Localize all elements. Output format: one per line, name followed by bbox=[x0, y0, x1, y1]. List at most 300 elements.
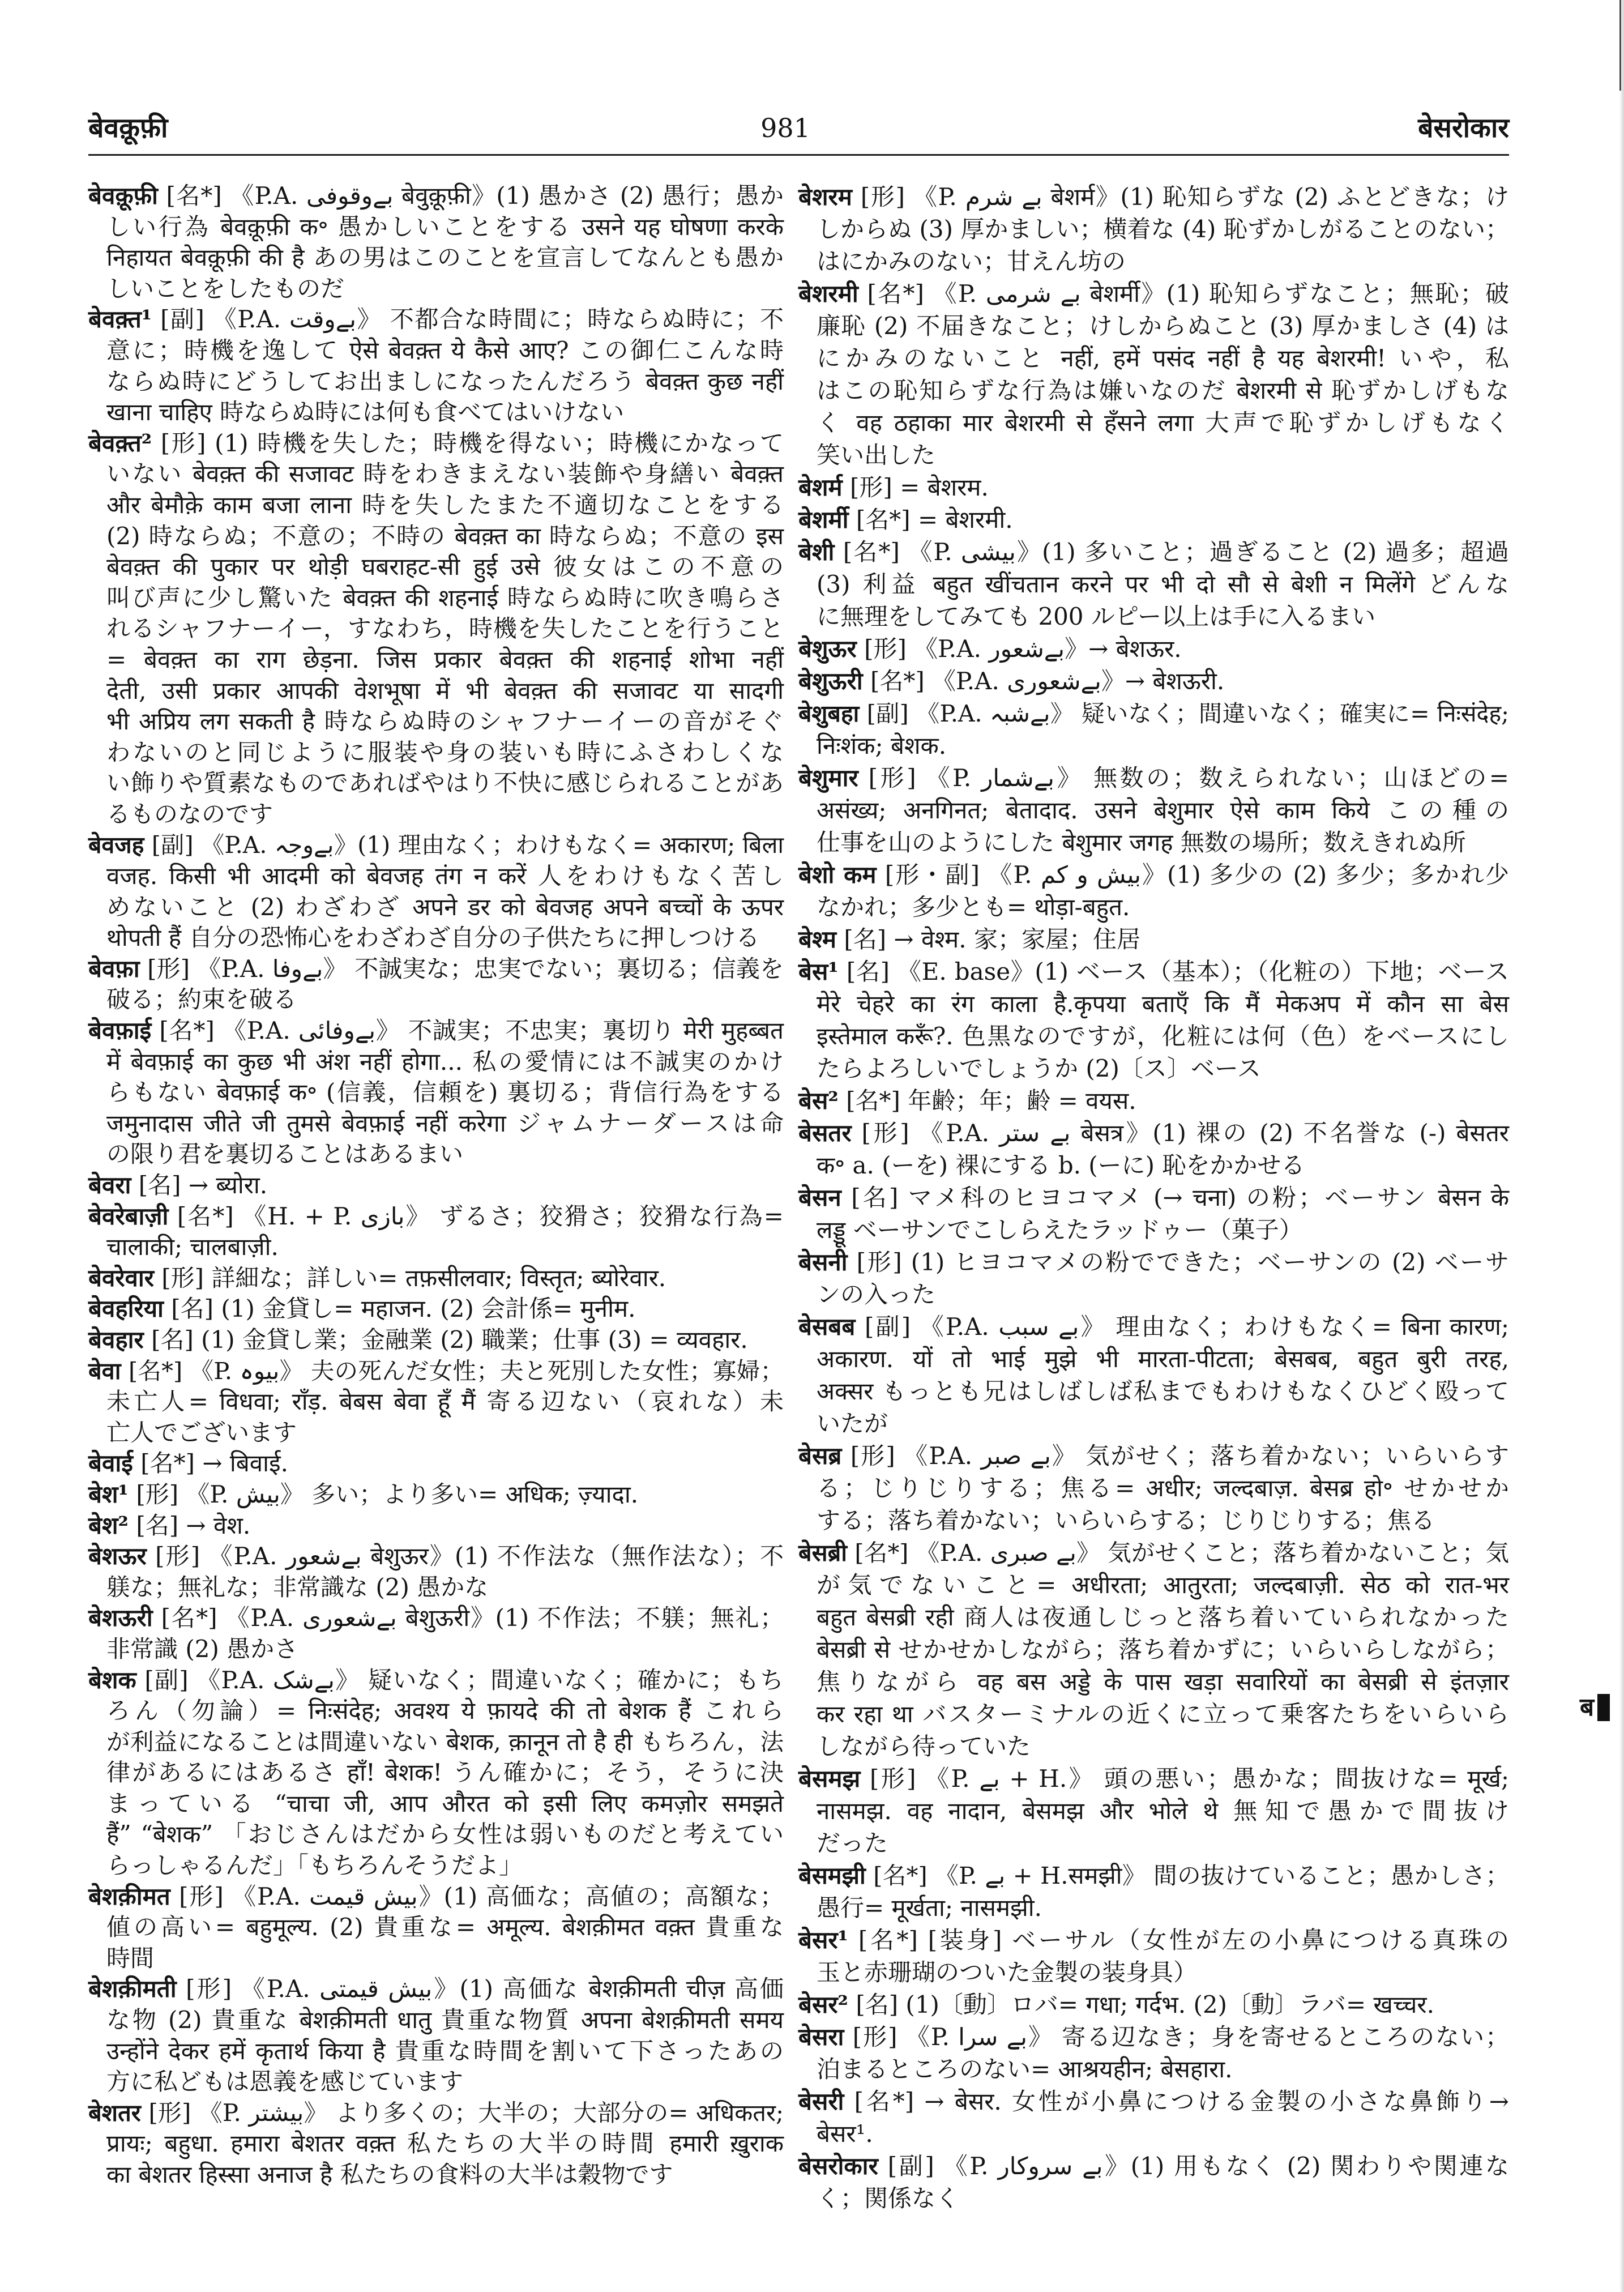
entry-line bbox=[88, 676, 784, 707]
dictionary-entry bbox=[88, 830, 784, 953]
entry-text: にかみのないこと नहीं, हमें पसंद नहीं है यह बेशरमी! いや，私 bbox=[817, 344, 1509, 372]
dictionary-entry bbox=[88, 1263, 784, 1294]
entry-line bbox=[798, 536, 1509, 568]
entry-line bbox=[798, 1536, 1509, 1569]
dictionary-entry bbox=[798, 1181, 1509, 1246]
entry-text: [名] (1) 金貸し業；金融業 (2) 職業；仕事 (3) = व्यवहार. bbox=[151, 1325, 748, 1354]
entry-line bbox=[798, 1633, 1509, 1666]
entry-line bbox=[88, 1912, 784, 1943]
entry-text: [形] 《P.A. بےشعور बेशुऊर》(1) 不作法な（無作法な）；不 bbox=[155, 1542, 784, 1570]
entry-line bbox=[798, 342, 1509, 374]
entry-line bbox=[798, 955, 1509, 988]
entry-text: [名] → वेश. bbox=[136, 1511, 251, 1539]
entry-line bbox=[798, 1762, 1509, 1795]
entry-line bbox=[88, 552, 784, 583]
entry-line bbox=[798, 1698, 1509, 1730]
entry-text: = बेवक़्त का राग छेड़ना. जिस प्रकार बेवक़्त की शहनाई शोभा नहीं bbox=[106, 645, 784, 673]
entry-text: [副] 《P.A. بےوجہ》(1) 理由なく；わけもなく= अकारण; बिला bbox=[151, 831, 784, 859]
entry-text: [形] 《P. بےشمار》 無数の；数えられない；山ほどの= bbox=[868, 764, 1509, 792]
entry-line bbox=[798, 1343, 1509, 1375]
headword: बेशऊर bbox=[88, 1542, 147, 1570]
scan-page-edge bbox=[1619, 0, 1624, 2292]
entry-text: しいことをしたものだ bbox=[106, 274, 345, 302]
entry-line bbox=[88, 2036, 784, 2067]
entry-text: 意に；時機を逸して ऐसे बेवक़्त ये कैसे आए? この御仁こんな時 bbox=[106, 336, 784, 364]
entry-line bbox=[88, 645, 784, 676]
dictionary-entry bbox=[88, 1881, 784, 1974]
entry-text: な物 (2) 貴重な बेशक़ीमती धातु 貴重な物質 अपना बेशक़ीमती समय bbox=[106, 2006, 784, 2034]
dictionary-entry bbox=[88, 1479, 784, 1510]
headword: बेश² bbox=[88, 1511, 129, 1539]
running-head-first-entry: बेवक़ूफ़ी bbox=[88, 112, 168, 144]
entry-text: [名*] 《P.A. بےوقوفی बेवुक़ूफ़ी》(1) 愚かさ (2) 愚行；愚か bbox=[166, 182, 784, 210]
entry-line bbox=[798, 1181, 1509, 1214]
entry-text: るものなのです bbox=[106, 800, 273, 828]
entry-line bbox=[798, 600, 1509, 633]
headword: बेसनी bbox=[798, 1248, 848, 1276]
entry-text: [形] 《P.A. بے صبر》 気がせく；落ち着かない；いらいらす bbox=[850, 1442, 1509, 1470]
entry-text: 叫び声に少し驚いた बेवक़्त की शहनाई 時ならぬ時に吹き鳴らさ bbox=[106, 583, 784, 612]
entry-text: [名*] 《P. بے شرمی बेशर्मी》(1) 恥知らずなこと；無恥；破 bbox=[867, 280, 1509, 308]
entry-line bbox=[798, 665, 1509, 697]
entry-text: कर रहा था バスターミナルの近くに立って乗客たちをいらいら bbox=[817, 1700, 1509, 1728]
entry-line bbox=[798, 1569, 1509, 1601]
entry-text: हैं” “बेशक” 「おじさんはだから女性は弱いものだと考えてい bbox=[106, 1820, 784, 1849]
entry-line bbox=[88, 1634, 784, 1665]
entry-line bbox=[798, 2118, 1509, 2150]
entry-line bbox=[798, 794, 1509, 826]
entry-line bbox=[88, 1603, 784, 1634]
entry-text: ンの入った bbox=[817, 1281, 936, 1308]
entry-line bbox=[88, 583, 784, 614]
entry-text: の限り君を裏切ることはあるまい bbox=[106, 1140, 464, 1168]
headword: बेशो कम bbox=[798, 861, 877, 889]
entry-text: 値の高い= बहुमूल्य. (2) 貴重な= अमूल्य. बेशक़ीमत वक़्त 貴重な bbox=[106, 1913, 784, 1941]
entry-line bbox=[88, 2098, 784, 2129]
dictionary-entry bbox=[88, 181, 784, 304]
entry-text: [副] 《P.A. بےشبہ》 疑いなく；間違いなく；確実に= निःसंदेह; bbox=[866, 700, 1509, 727]
entry-line bbox=[88, 181, 784, 212]
entry-text: [副] 《P.A. بےشک》 疑いなく；間違いなく；確かに；もち bbox=[144, 1666, 784, 1694]
entry-text: वजह. किसी भी आदमी को बेवजह तंग न करें 人をわけもなく苦し bbox=[106, 862, 784, 890]
dictionary-entry bbox=[798, 1311, 1509, 1440]
entry-line bbox=[798, 729, 1509, 762]
entry-text: いない बेवक़्त की सजावट 時をわきまえない装飾や身繕い बेवक़्त bbox=[106, 460, 784, 488]
entry-text: [形] (1) 時機を失した；時機を得ない；時機にかなって bbox=[160, 429, 784, 457]
entry-line bbox=[798, 2053, 1509, 2085]
entry-text: らもない बेवफ़ाई क॰ (信義，信頼を) 裏切る；背信行為をする bbox=[106, 1078, 784, 1107]
headword: बेशक़ीमती bbox=[88, 1975, 177, 2003]
entry-text: भी अप्रिय लग सकती है 時ならぬ時のシャフナーイーの音がそぐ bbox=[106, 707, 784, 736]
entry-line bbox=[88, 304, 784, 335]
entry-line bbox=[798, 1117, 1509, 1149]
entry-text: उन्होंने देकर हमें कृतार्थ किया है 貴重な時間を割いて下さったあの bbox=[106, 2037, 784, 2065]
entry-line bbox=[88, 1139, 784, 1170]
entry-text: が利益になることは間違いない बेशक, क़ानून तो है ही もちろん，法 bbox=[106, 1727, 784, 1756]
entry-line bbox=[798, 213, 1509, 245]
dictionary-entry bbox=[798, 2021, 1509, 2085]
entry-line bbox=[798, 1311, 1509, 1343]
entry-text: [名*] = बेशरमी. bbox=[856, 506, 1013, 533]
entry-text: [名] マメ科のヒヨコマメ (→ चना) の粉；ベーサン बेसन के bbox=[851, 1184, 1509, 1211]
entry-line bbox=[88, 2067, 784, 2098]
entry-text: मेरे चेहरे का रंग काला है.कृपया बताएँ कि मैं मेकअप में कौन सा बेस bbox=[817, 990, 1509, 1018]
entry-line bbox=[88, 799, 784, 830]
entry-text: たらよろしいでしょうか (2)〔ス〕ベース bbox=[817, 1055, 1261, 1082]
headword: बेसर¹ bbox=[798, 1926, 848, 1954]
dictionary-entry bbox=[798, 278, 1509, 471]
entry-line bbox=[88, 242, 784, 274]
entry-line bbox=[88, 428, 784, 459]
entry-line bbox=[798, 2085, 1509, 2118]
entry-line bbox=[88, 1047, 784, 1078]
entry-line bbox=[88, 1356, 784, 1387]
entry-text: [形] 《P.A. بیش قیمتی》(1) 高価な बेशक़ीमती चीज़ 高価 bbox=[186, 1975, 784, 2003]
headword: बेसरोकार bbox=[798, 2152, 878, 2180]
entry-text: [名*] 《P. بیشی》(1) 多いこと；過ぎること (2) 過多；超過 bbox=[843, 538, 1509, 566]
entry-line bbox=[798, 503, 1509, 536]
entry-text: अक्सर もっとも兄はしばしば私までもわけもなくひどく殴って bbox=[817, 1377, 1509, 1405]
entry-text: 破る；約束を破る bbox=[106, 985, 297, 1014]
dictionary-entry bbox=[88, 1665, 784, 1881]
headword: बेसब्री bbox=[798, 1539, 847, 1567]
headword: बेशरम bbox=[798, 183, 852, 211]
entry-line bbox=[798, 1892, 1509, 1924]
entry-line bbox=[798, 1407, 1509, 1440]
entry-line bbox=[88, 706, 784, 737]
entry-text: 未亡人= विधवा; राँड़. बेबस बेवा हूँ मैं 寄る辺ない（哀れな）未 bbox=[106, 1388, 784, 1416]
dictionary-entry bbox=[88, 1170, 784, 1201]
entry-text: [形] 《P.A. بےوفا》 不誠実な；忠実でない；裏切る；信義を bbox=[147, 954, 784, 983]
entry-line bbox=[798, 1859, 1509, 1892]
dictionary-entry bbox=[798, 503, 1509, 536]
dictionary-entry bbox=[798, 955, 1509, 1085]
headword: बेसतर bbox=[798, 1119, 852, 1147]
entry-line bbox=[798, 1052, 1509, 1085]
entry-text: (2) 時ならぬ；不意の；不時の बेवक़्त का 時ならぬ；不意の इस bbox=[106, 522, 784, 550]
headword: बेस¹ bbox=[798, 958, 839, 985]
entry-line bbox=[798, 2150, 1509, 2182]
headword: बेसन bbox=[798, 1184, 841, 1211]
entry-line bbox=[88, 737, 784, 769]
entry-text: निःशंक; बेशक. bbox=[817, 732, 947, 759]
entry-line bbox=[88, 1665, 784, 1696]
page-number: 981 bbox=[760, 113, 810, 143]
entry-text: く वह ठहाका मार बेशरमी से हँसने लगा 大声で恥ずかしげもなく bbox=[817, 409, 1509, 437]
entry-text: बेसर¹. bbox=[817, 2120, 873, 2148]
entry-line bbox=[88, 1696, 784, 1727]
entry-line bbox=[88, 768, 784, 799]
entry-text: का बेशतर हिस्सा अनाज है 私たちの食料の大半は穀物です bbox=[106, 2161, 673, 2188]
entry-line bbox=[88, 1541, 784, 1572]
entry-line bbox=[798, 826, 1509, 859]
entry-text: [形] = बेशरम. bbox=[850, 473, 989, 501]
entry-text: らっしゃるんだ」「もちろんそうだよ」 bbox=[106, 1851, 523, 1880]
entry-line bbox=[88, 1263, 784, 1294]
entry-text: れるシャフナーイー，すなわち，時機を失したことを行うこと bbox=[106, 614, 784, 643]
entry-line bbox=[88, 1819, 784, 1850]
entry-line bbox=[88, 892, 784, 923]
header-rule bbox=[88, 154, 1509, 156]
entry-line bbox=[798, 1956, 1509, 1988]
entry-text: 時間 bbox=[106, 1944, 155, 1972]
entry-text: असंख्य; अनगिनत; बेतादाद. उसने बेशुमार ऐसे काम किये この種の bbox=[817, 796, 1509, 824]
dictionary-entry bbox=[798, 536, 1509, 633]
headword: बेशुऊरी bbox=[798, 667, 863, 695]
headword: बेशुमार bbox=[798, 764, 858, 792]
entry-line bbox=[88, 490, 784, 521]
entry-text: 焦りながら वह बस अड्डे के पास खड़ा सवारियों का बेसब्री से इंतज़ार bbox=[817, 1668, 1509, 1696]
entry-text: निहायत बेवक़ूफ़ी की है あの男はこのことを宣言してなんとも愚か bbox=[106, 244, 784, 272]
entry-line bbox=[88, 2128, 784, 2159]
entry-text: [副] 《P.A. بے سبب》 理由なく；わけもなく= बिना कारण; bbox=[864, 1313, 1510, 1341]
entry-line bbox=[88, 1294, 784, 1325]
entry-line bbox=[798, 2182, 1509, 2214]
entry-line bbox=[798, 439, 1509, 471]
entry-line bbox=[88, 984, 784, 1015]
entry-text: ろん（勿論）= निःसंदेह; अवश्य ये फ़ायदे की तो बेशक हैं これら bbox=[106, 1697, 784, 1725]
entry-line bbox=[88, 954, 784, 985]
entry-text: が気でないこと= अधीरता; आतुरता; जल्दबाज़ी. सेठ को रात-भर bbox=[817, 1571, 1509, 1599]
dictionary-entry bbox=[798, 633, 1509, 665]
entry-text: しからぬ (3) 厚かましい；横着な (4) 恥ずかしがることのない； bbox=[817, 215, 1509, 243]
dictionary-entry bbox=[88, 1201, 784, 1263]
running-head-last-entry: बेसरोकार bbox=[1418, 112, 1509, 144]
thumb-index-letter: ब bbox=[1580, 1693, 1595, 1722]
entry-line bbox=[88, 830, 784, 861]
entry-line bbox=[88, 397, 784, 428]
entry-line bbox=[88, 923, 784, 954]
dictionary-entry bbox=[798, 2150, 1509, 2214]
entry-line bbox=[88, 1170, 784, 1201]
entry-text: [名*] 《P. بیوہ》 夫の死んだ女性；夫と死別した女性；寡婦； bbox=[128, 1357, 784, 1385]
entry-line bbox=[798, 859, 1509, 891]
entry-line bbox=[88, 1943, 784, 1974]
headword: बेवहरिया bbox=[88, 1295, 164, 1323]
entry-text: [名] → वेश्म. 家；家屋；住居 bbox=[844, 925, 1140, 953]
entry-text: [名*] 《H. + P. بازی》 ずるさ；狡猾さ；狡猾な行為= bbox=[177, 1202, 784, 1230]
headword: बेसरा bbox=[798, 2023, 844, 2051]
headword: बेवरा bbox=[88, 1171, 131, 1199]
entry-line bbox=[798, 891, 1509, 923]
headword: बेवक़्त¹ bbox=[88, 305, 152, 334]
entry-line bbox=[88, 1418, 784, 1449]
dictionary-entry bbox=[798, 762, 1509, 859]
entry-line bbox=[88, 1232, 784, 1263]
headword: बेशक़ीमत bbox=[88, 1882, 170, 1910]
scan-edge-mark bbox=[1619, 0, 1621, 91]
entry-text: जमुनादास जीते जी तुमसे बेवफ़ाई नहीं करेगा ジャムナーダースは命 bbox=[106, 1109, 784, 1137]
entry-text: [名*] 《P.A. بےشعوری》→ बेशऊरी. bbox=[870, 667, 1225, 695]
dictionary-entry bbox=[798, 2085, 1509, 2150]
headword: बेशऊरी bbox=[88, 1604, 153, 1632]
dictionary-entry bbox=[88, 954, 784, 1015]
entry-line bbox=[798, 245, 1509, 278]
entry-text: नासमझ. वह नादान, बेसमझ और भोले थे 無知で愚かで間抜け bbox=[817, 1797, 1509, 1825]
headword: बेशतर bbox=[88, 2098, 141, 2127]
dictionary-entry bbox=[798, 697, 1509, 762]
dictionary-entry bbox=[88, 428, 784, 830]
entry-line bbox=[798, 1214, 1509, 1246]
headword: बेवफ़ाई bbox=[88, 1017, 152, 1045]
entry-line bbox=[88, 1974, 784, 2005]
entry-line bbox=[88, 1077, 784, 1108]
headword: बेश¹ bbox=[88, 1480, 129, 1508]
headword: बेवरेवार bbox=[88, 1264, 154, 1292]
entry-text: まっている “चाचा जी, आप औरत को इसी लिए कमज़ोर समझते bbox=[106, 1789, 784, 1817]
entry-text: इस्तेमाल करूँ?. 色黒なのですが，化粧には何（色）をベースにし bbox=[817, 1022, 1509, 1050]
entry-line bbox=[798, 310, 1509, 342]
dictionary-entry bbox=[798, 859, 1509, 923]
entry-text: [形] 《P. بے شرم बेशर्म》(1) 恥知らずな (2) ふとどきな；け bbox=[860, 183, 1509, 211]
entry-line bbox=[798, 181, 1509, 213]
headword: बेवहार bbox=[88, 1325, 144, 1354]
entry-text: に無理をしてみても 200 ルピー以上は手に入るまい bbox=[817, 603, 1376, 630]
entry-text: ならぬ時にどうしてお出ましになったんだろう बेवक़्त कुछ नहीं bbox=[106, 367, 784, 395]
entry-text: 律があるにはあるさ हाँ! बेशक! うん確かに；そう，そうに決 bbox=[106, 1759, 784, 1787]
entry-text: 笑い出した bbox=[817, 441, 936, 469]
dictionary-entry bbox=[798, 471, 1509, 503]
dictionary-entry bbox=[88, 1015, 784, 1170]
entry-line bbox=[798, 1085, 1509, 1117]
entry-text: はこの恥知らずな行為は嫌いなのだ बेशरमी से 恥ずかしげもな bbox=[817, 377, 1509, 404]
entry-text: [形] 《P.A. بے ستر बेसत्र》(1) 裸の (2) 不名誉な (-) बेसतर bbox=[861, 1119, 1509, 1147]
dictionary-entry bbox=[88, 1974, 784, 2097]
headword: बेशुबहा bbox=[798, 699, 860, 727]
entry-text: अकारण. यों तो भाई मुझे भी मारता-पीटता; बेसबब, बहुत बुरी तरह, bbox=[817, 1345, 1509, 1373]
entry-line bbox=[798, 278, 1509, 310]
entry-line bbox=[798, 1504, 1509, 1536]
entry-text: देती, उसी प्रकार आपकी वेशभूषा में भी बेवक़्त की सजावट या सादगी bbox=[106, 676, 784, 705]
entry-text: [名*] 《P.A. بےشعوری बेशुऊरी》(1) 不作法；不躾；無礼； bbox=[161, 1604, 784, 1632]
entry-line bbox=[798, 1827, 1509, 1859]
dictionary-entry bbox=[798, 665, 1509, 697]
entry-text: [形・副] 《P. بیش و کم》(1) 多少の (2) 多少；多かれ少 bbox=[884, 861, 1509, 889]
entry-text: में बेवफ़ाई का कुछ भी अंश नहीं होगा... 私の愛情には不誠実のかけ bbox=[106, 1047, 784, 1075]
entry-line bbox=[88, 1448, 784, 1479]
entry-line bbox=[798, 1666, 1509, 1698]
entry-line bbox=[88, 2159, 784, 2191]
entry-text: 玉と赤珊瑚のついた金製の装身具） bbox=[817, 1958, 1198, 1986]
headword: बेवफ़ा bbox=[88, 954, 140, 983]
entry-line bbox=[798, 568, 1509, 600]
right-column bbox=[798, 181, 1509, 2214]
dictionary-entry bbox=[88, 1356, 784, 1449]
dictionary-entry bbox=[798, 1924, 1509, 1988]
entry-line bbox=[798, 1440, 1509, 1472]
entry-text: 非常識 (2) 愚かさ bbox=[106, 1634, 298, 1663]
entry-line bbox=[88, 366, 784, 398]
headword: बेवरेबाज़ी bbox=[88, 1202, 169, 1230]
entry-line bbox=[798, 1924, 1509, 1956]
dictionary-entry bbox=[88, 1294, 784, 1325]
entry-text: चालाकी; चालबाज़ी. bbox=[106, 1233, 279, 1261]
headword: बेसर² bbox=[798, 1991, 848, 2018]
entry-text: [名] (1) 金貸し= महाजन. (2) 会計係= मुनीम. bbox=[171, 1295, 636, 1323]
headword: बेश्म bbox=[798, 925, 836, 953]
entry-line bbox=[88, 2005, 784, 2036]
entry-text: खाना चाहिए 時ならぬ時には何も食べてはいけない bbox=[106, 398, 625, 426]
headword: बेशर्म bbox=[798, 473, 843, 501]
headword: बेवक़्त² bbox=[88, 429, 152, 457]
left-column bbox=[88, 181, 784, 2191]
dictionary-entry bbox=[798, 1085, 1509, 1117]
entry-line bbox=[798, 1601, 1509, 1633]
headword: बेसबब bbox=[798, 1313, 856, 1341]
entry-line bbox=[798, 1149, 1509, 1181]
entry-text: る；じりじりする；焦る= अधीर; जल्दबाज़. बेसब्र हो॰ せかせか bbox=[817, 1474, 1509, 1502]
entry-text: [名*] → बेसर. 女性が小鼻につける金製の小さな鼻飾り→ bbox=[854, 2088, 1509, 2115]
entry-text: 亡人でございます bbox=[106, 1418, 297, 1446]
entry-text: く；関係なく bbox=[817, 2184, 960, 2212]
dictionary-entry bbox=[88, 304, 784, 428]
entry-text: बेवक़्त की पुकार पर थोड़ी घबराहट-सी हुई उसे 彼女はこの不意の bbox=[106, 553, 784, 581]
entry-line bbox=[88, 335, 784, 366]
entry-text: थोपती हैं 自分の恐怖心をわざわざ自分の子供たちに押しつける bbox=[106, 924, 760, 952]
headword: बेवा bbox=[88, 1356, 121, 1385]
entry-text: [形] (1) ヒヨコマメの粉でできた；ベーサンの (2) ベーサ bbox=[856, 1248, 1509, 1276]
entry-text: 躾な；無礼な；非常識な (2) 愚かな bbox=[106, 1573, 489, 1601]
entry-text: [名*] → बिवाई. bbox=[140, 1449, 288, 1478]
dictionary-entry bbox=[798, 1536, 1509, 1762]
entry-text: [名*] 《P.A. بےوفائی》 不誠実；不忠実；裏切り मेरी मुहब्बत bbox=[159, 1017, 784, 1045]
entry-text: [形] 《P. بے + H.》 頭の悪い；愚かな；間抜けな= मूर्ख; bbox=[869, 1765, 1509, 1792]
dictionary-entry bbox=[798, 1859, 1509, 1924]
dictionary-entry bbox=[88, 1603, 784, 1664]
entry-text: しい行為 बेवक़ूफ़ी क॰ 愚かしいことをする उसने यह घोषणा करके bbox=[106, 212, 784, 241]
headword: बेसब्र bbox=[798, 1442, 842, 1470]
entry-text: [副] 《P. بے سروکار》(1) 用もなく (2) 関わりや関連な bbox=[887, 2152, 1510, 2180]
thumb-index-bar bbox=[1597, 1694, 1610, 1721]
entry-text: だった bbox=[817, 1829, 888, 1857]
entry-text: [名] → ब्योरा. bbox=[138, 1171, 268, 1199]
entry-line bbox=[88, 1850, 784, 1881]
entry-text: 泊まるところのない= आश्रयहीन; बेसहारा. bbox=[817, 2055, 1233, 2083]
entry-line bbox=[88, 1108, 784, 1139]
dictionary-entry bbox=[88, 2098, 784, 2191]
dictionary-entry bbox=[88, 1325, 784, 1356]
entry-text: [形] 《P.A. بیش قیمت》(1) 高価な；高値の；高額な； bbox=[179, 1882, 784, 1910]
headword: बेसमझी bbox=[798, 1862, 866, 1889]
entry-line bbox=[798, 1020, 1509, 1052]
entry-line bbox=[798, 1730, 1509, 1762]
entry-line bbox=[798, 374, 1509, 407]
headword: बेशी bbox=[798, 538, 835, 566]
entry-line bbox=[798, 1278, 1509, 1311]
headword: बेसमझ bbox=[798, 1765, 861, 1792]
entry-line bbox=[798, 471, 1509, 503]
headword: बेसरी bbox=[798, 2088, 844, 2115]
entry-text: いたが bbox=[817, 1410, 888, 1437]
entry-text: 仕事を山のようにした बेशुमार जगह 無数の場所；数えきれぬ所 bbox=[817, 829, 1466, 856]
entry-text: [形] 《P. بے سرا》 寄る辺なき；身を寄せるところのない； bbox=[852, 2023, 1509, 2051]
headword: बेवजह bbox=[88, 831, 144, 859]
dictionary-entry bbox=[798, 1246, 1509, 1311]
entry-line bbox=[88, 1479, 784, 1510]
dictionary-entry bbox=[798, 1440, 1509, 1536]
dictionary-entry bbox=[88, 1510, 784, 1542]
entry-line bbox=[88, 1015, 784, 1047]
thumb-index-tab bbox=[1580, 1693, 1610, 1722]
entry-line bbox=[88, 861, 784, 892]
entry-text: [形] 《P. بیشتر》 より多くの；大半の；大部分の= अधिकतर; bbox=[148, 2098, 784, 2127]
entry-text: [形] 《P. بیش》 多い；より多い= अधिक; ज़्यादा. bbox=[136, 1480, 639, 1508]
entry-line bbox=[88, 1325, 784, 1356]
entry-line bbox=[88, 521, 784, 552]
entry-line bbox=[798, 633, 1509, 665]
entry-text: 愚行= मूर्खता; नासमझी. bbox=[817, 1894, 1042, 1922]
dictionary-entry bbox=[798, 1762, 1509, 1859]
